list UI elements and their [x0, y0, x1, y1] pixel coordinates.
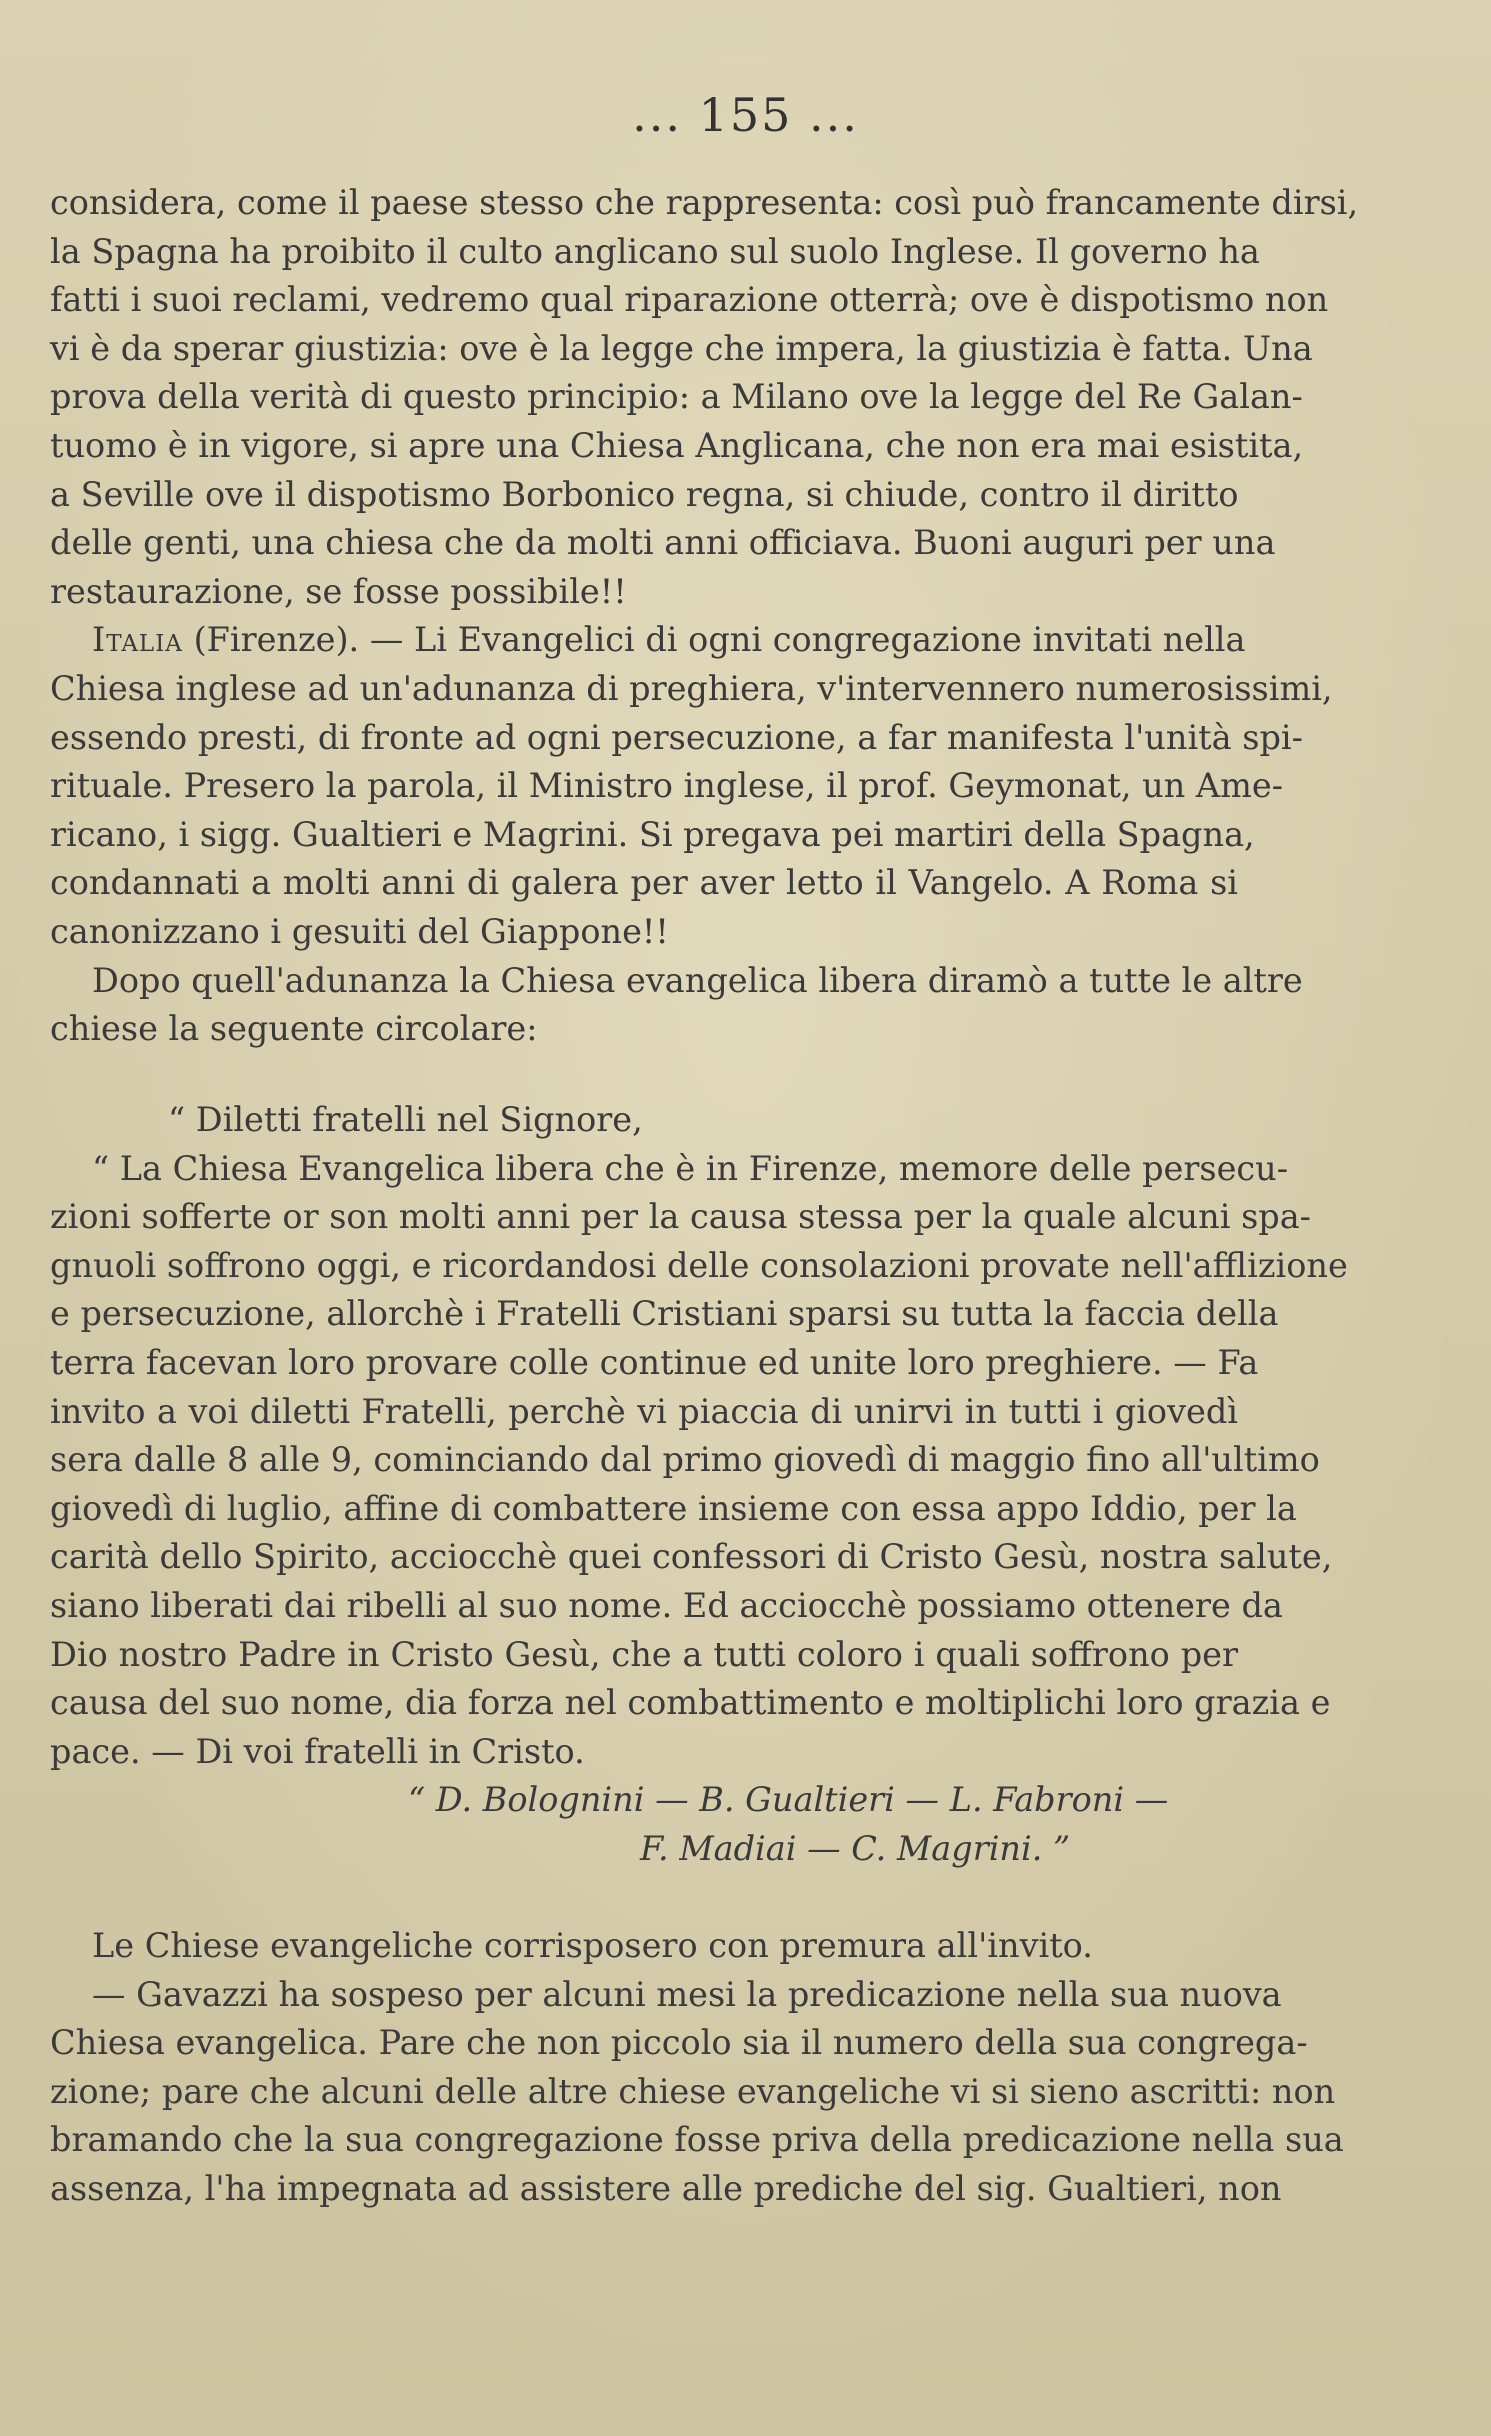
page-number: ... 155 ...	[632, 88, 859, 142]
text-block-closing	[50, 1922, 1344, 2214]
text-line: restaurazione, se fosse possibile!!	[50, 571, 627, 611]
text-fragment: (Firenze). — Li Evangelici di ogni congregazione invitati nella	[193, 620, 1246, 660]
text-line: vi è da sperar giustizia: ove è la legge che impera, la giustizia è fatta. Una	[50, 328, 1313, 368]
italia-paragraph-first-line	[50, 616, 1246, 665]
text-line: ricano, i sigg. Gualtieri e Magrini. Si pregava pei martiri della Spagna,	[50, 814, 1255, 854]
text-line: Chiesa inglese ad un'adunanza di preghiera, v'intervennero numerosissimi,	[50, 668, 1333, 708]
text-line: causa del suo nome, dia forza nel combattimento e moltiplichi loro grazia e	[50, 1683, 1331, 1723]
text-line: sera dalle 8 alle 9, cominciando dal primo giovedì di maggio fino all'ultimo	[50, 1440, 1320, 1480]
letter-salutation: “ Diletti fratelli nel Signore,	[168, 1100, 643, 1139]
text-line: Chiesa evangelica. Pare che non piccolo sia il numero della sua congrega-	[50, 2023, 1308, 2063]
text-line: e persecuzione, allorchè i Fratelli Cristiani sparsi su tutta la faccia della	[50, 1294, 1279, 1334]
text-line: Dio nostro Padre in Cristo Gesù, che a tutti coloro i quali soffrono per	[50, 1634, 1238, 1674]
text-line: canonizzano i gesuiti del Giappone!!	[50, 911, 669, 951]
circular-letter	[50, 1096, 1348, 1776]
text-line: gnuoli soffrono oggi, e ricordandosi delle consolazioni provate nell'afflizione	[50, 1245, 1348, 1285]
text-line: pace. — Di voi fratelli in Cristo.	[50, 1731, 585, 1771]
text-line: — Gavazzi ha sospeso per alcuni mesi la predicazione nella sua nuova	[92, 1974, 1282, 2014]
text-line: fatti i suoi reclami, vedremo qual riparazione otterrà; ove è dispotismo non	[50, 280, 1329, 320]
text-line: zione; pare che alcuni delle altre chiese evangeliche vi si sieno ascritti: non	[50, 2071, 1336, 2111]
text-line: carità dello Spirito, acciocchè quei confessori di Cristo Gesù, nostra salute,	[50, 1537, 1333, 1577]
text-line: giovedì di luglio, affine di combattere insieme con essa appo Iddio, per la	[50, 1488, 1297, 1528]
text-line: rituale. Presero la parola, il Ministro inglese, il prof. Geymonat, un Ame-	[50, 766, 1284, 806]
text-line: chiese la seguente circolare:	[50, 1009, 538, 1049]
text-line: prova della verità di questo principio: a Milano ove la legge del Re Galan-	[50, 377, 1303, 417]
text-line: delle genti, una chiesa che da molti anni officiava. Buoni auguri per una	[50, 523, 1276, 563]
text-line: Le Chiese evangeliche corrisposero con premura all'invito.	[92, 1926, 1093, 1965]
signature-text: F. Madiai — C. Magrini. ”	[640, 1829, 1071, 1868]
text-line: essendo presti, di fronte ad ogni persecuzione, a far manifesta l'unità spi-	[50, 717, 1303, 757]
text-line: siano liberati dai ribelli al suo nome. Ed acciocchè possiamo ottenere da	[50, 1585, 1283, 1625]
text-line: condannati a molti anni di galera per aver letto il Vangelo. A Roma si	[50, 863, 1238, 903]
text-line: “ La Chiesa Evangelica libera che è in Firenze, memore delle persecu-	[92, 1148, 1289, 1188]
text-line: zioni sofferte or son molti anni per la causa stessa per la quale alcuni spa-	[50, 1197, 1311, 1237]
text-line: assenza, l'ha impegnata ad assistere alle prediche del sig. Gualtieri, non	[50, 2168, 1282, 2208]
signature-text: “ D. Bolognini — B. Gualtieri — L. Fabroni —	[408, 1780, 1169, 1819]
text-line: tuomo è in vigore, si apre una Chiesa Anglicana, che non era mai esistita,	[50, 425, 1304, 465]
text-line: terra facevan loro provare colle continue ed unite loro preghiere. — Fa	[50, 1342, 1259, 1382]
text-line: bramando che la sua congregazione fosse priva della predicazione nella sua	[50, 2120, 1344, 2160]
text-line: a Seville ove il dispotismo Borbonico regna, si chiude, contro il diritto	[50, 474, 1239, 514]
text-line: la Spagna ha proibito il culto anglicano sul suolo Inglese. Il governo ha	[50, 231, 1260, 271]
text-line: Dopo quell'adunanza la Chiesa evangelica libera diramò a tutte le altre	[92, 960, 1303, 1000]
text-line: invito a voi diletti Fratelli, perchè vi piaccia di unirvi in tutti i giovedì	[50, 1391, 1238, 1431]
section-label: Italia	[92, 620, 183, 660]
text-line: considera, come il paese stesso che rappresenta: così può francamente dirsi,	[50, 183, 1359, 222]
text-block-main	[50, 179, 1359, 1054]
